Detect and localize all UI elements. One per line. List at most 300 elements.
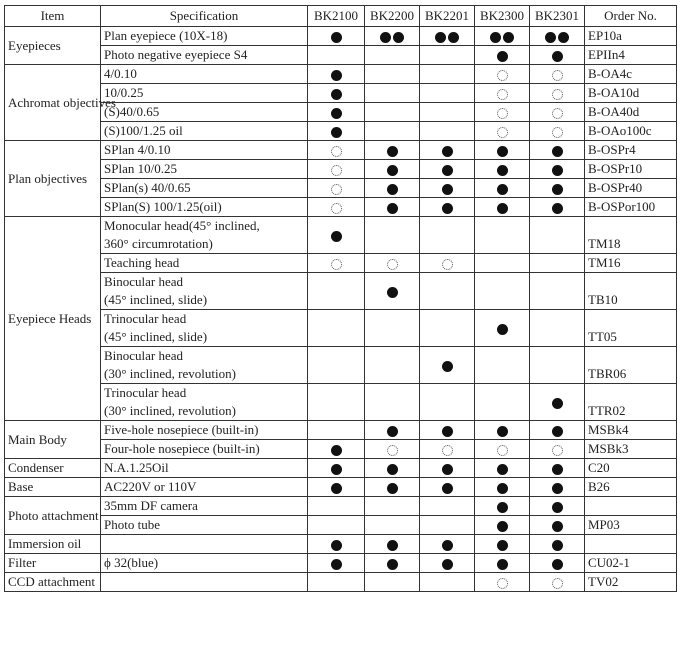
- specification-cell: [101, 478, 308, 497]
- open-circle-icon: [497, 445, 508, 456]
- filled-circle-icon: [435, 32, 446, 43]
- item-cell: Plan objectives: [5, 141, 101, 217]
- table-row: [5, 254, 677, 273]
- availability-cell: [420, 478, 475, 497]
- availability-cell: [475, 84, 530, 103]
- table-row: [5, 535, 677, 554]
- column-header: Specification: [101, 6, 308, 27]
- specification-cell: [101, 46, 308, 65]
- filled-circle-icon: [331, 540, 342, 551]
- availability-cell: [420, 46, 475, 65]
- specification-text: (30° inclined, revolution): [104, 366, 236, 381]
- open-circle-icon: [552, 445, 563, 456]
- availability-cell: [530, 179, 585, 198]
- specification-text: 35mm DF camera: [104, 498, 198, 513]
- specification-text: Monocular head(45° inclined,: [104, 218, 260, 233]
- availability-cell: [475, 384, 530, 421]
- item-cell: Base: [5, 478, 101, 497]
- open-circle-icon: [442, 445, 453, 456]
- availability-cell: [475, 198, 530, 217]
- open-circle-icon: [331, 146, 342, 157]
- specification-cell: [101, 65, 308, 84]
- availability-cell: [365, 384, 420, 421]
- filled-circle-icon: [558, 32, 569, 43]
- availability-cell: [420, 103, 475, 122]
- availability-cell: [530, 347, 585, 384]
- specification-cell: [101, 497, 308, 516]
- availability-cell: [530, 198, 585, 217]
- availability-cell: [530, 459, 585, 478]
- availability-cell: [308, 478, 365, 497]
- table-row: [5, 141, 677, 160]
- availability-cell: [420, 217, 475, 254]
- availability-cell: [420, 310, 475, 347]
- order-number-cell: CU02-1: [585, 554, 677, 573]
- specification-cell: [101, 310, 308, 347]
- filled-circle-icon: [331, 108, 342, 119]
- order-number-cell: B-OAo100c: [585, 122, 677, 141]
- availability-cell: [475, 217, 530, 254]
- open-circle-icon: [331, 165, 342, 176]
- item-cell: CCD attachment: [5, 573, 101, 592]
- filled-circle-icon: [497, 426, 508, 437]
- specification-text: 360° circumrotation): [104, 236, 213, 251]
- availability-cell: [530, 103, 585, 122]
- specification-text: SPlan(s) 40/0.65: [104, 180, 191, 195]
- order-number-cell: MSBk4: [585, 421, 677, 440]
- filled-circle-icon: [387, 203, 398, 214]
- filled-circle-icon: [331, 464, 342, 475]
- availability-cell: [475, 535, 530, 554]
- availability-cell: [365, 198, 420, 217]
- availability-cell: [420, 122, 475, 141]
- availability-cell: [308, 103, 365, 122]
- column-header: BK2201: [420, 6, 475, 27]
- availability-cell: [475, 478, 530, 497]
- specification-text: Four-hole nosepiece (built-in): [104, 441, 260, 456]
- availability-cell: [530, 554, 585, 573]
- availability-cell: [530, 535, 585, 554]
- table-row: [5, 103, 677, 122]
- availability-cell: [530, 421, 585, 440]
- availability-cell: [475, 310, 530, 347]
- specification-cell: [101, 535, 308, 554]
- availability-cell: [475, 160, 530, 179]
- header-row: [5, 6, 677, 27]
- item-cell: Eyepieces: [5, 27, 101, 65]
- filled-circle-icon: [393, 32, 404, 43]
- availability-cell: [420, 535, 475, 554]
- availability-cell: [365, 554, 420, 573]
- specification-cell: [101, 440, 308, 459]
- filled-circle-icon: [442, 165, 453, 176]
- filled-circle-icon: [331, 70, 342, 81]
- filled-circle-icon: [490, 32, 501, 43]
- availability-cell: [530, 254, 585, 273]
- availability-cell: [475, 46, 530, 65]
- item-cell: Achromat objectives: [5, 65, 101, 141]
- availability-cell: [420, 198, 475, 217]
- availability-cell: [365, 103, 420, 122]
- specification-text: N.A.1.25Oil: [104, 460, 169, 475]
- availability-cell: [475, 65, 530, 84]
- table-row: [5, 516, 677, 535]
- filled-circle-icon: [552, 203, 563, 214]
- table-row: [5, 440, 677, 459]
- specification-text: (45° inclined, slide): [104, 329, 208, 344]
- availability-cell: [365, 535, 420, 554]
- availability-cell: [308, 573, 365, 592]
- availability-cell: [530, 160, 585, 179]
- availability-cell: [475, 421, 530, 440]
- table-row: [5, 65, 677, 84]
- filled-circle-icon: [552, 483, 563, 494]
- filled-circle-icon: [552, 502, 563, 513]
- availability-cell: [365, 27, 420, 46]
- filled-circle-icon: [387, 483, 398, 494]
- filled-circle-icon: [497, 502, 508, 513]
- specification-text: 4/0.10: [104, 66, 137, 81]
- column-header: BK2301: [530, 6, 585, 27]
- table-row: [5, 84, 677, 103]
- item-cell: Filter: [5, 554, 101, 573]
- open-circle-icon: [497, 70, 508, 81]
- open-circle-icon: [442, 259, 453, 270]
- availability-cell: [420, 516, 475, 535]
- filled-circle-icon: [552, 146, 563, 157]
- availability-cell: [308, 421, 365, 440]
- specification-text: SPlan 4/0.10: [104, 142, 171, 157]
- specification-text: Binocular head: [104, 348, 184, 363]
- availability-cell: [475, 516, 530, 535]
- specification-text: Teaching head: [104, 255, 180, 270]
- filled-circle-icon: [497, 165, 508, 176]
- open-circle-icon: [331, 259, 342, 270]
- filled-circle-icon: [387, 426, 398, 437]
- specification-text: SPlan 10/0.25: [104, 161, 177, 176]
- availability-cell: [365, 478, 420, 497]
- filled-circle-icon: [497, 184, 508, 195]
- specification-cell: [101, 554, 308, 573]
- availability-cell: [308, 198, 365, 217]
- item-cell: Eyepiece Heads: [5, 217, 101, 421]
- order-number-cell: MSBk3: [585, 440, 677, 459]
- open-circle-icon: [387, 259, 398, 270]
- specification-text: Binocular head: [104, 274, 184, 289]
- table-row: [5, 554, 677, 573]
- availability-cell: [530, 573, 585, 592]
- availability-cell: [308, 27, 365, 46]
- availability-cell: [365, 459, 420, 478]
- order-number-cell: TB10: [585, 273, 677, 310]
- filled-circle-icon: [497, 324, 508, 335]
- filled-circle-icon: [331, 445, 342, 456]
- availability-cell: [308, 516, 365, 535]
- filled-circle-icon: [497, 146, 508, 157]
- specification-cell: [101, 103, 308, 122]
- item-cell: Condenser: [5, 459, 101, 478]
- availability-cell: [475, 573, 530, 592]
- availability-cell: [420, 84, 475, 103]
- specification-text: Trinocular head: [104, 385, 187, 400]
- filled-circle-icon: [503, 32, 514, 43]
- filled-circle-icon: [552, 165, 563, 176]
- filled-circle-icon: [331, 559, 342, 570]
- availability-cell: [308, 310, 365, 347]
- specification-table: [4, 5, 677, 592]
- availability-cell: [420, 384, 475, 421]
- filled-circle-icon: [552, 51, 563, 62]
- order-number-cell: EP10a: [585, 27, 677, 46]
- availability-cell: [530, 27, 585, 46]
- availability-cell: [475, 440, 530, 459]
- filled-circle-icon: [442, 540, 453, 551]
- specification-text: ϕ 32(blue): [104, 555, 159, 570]
- specification-text: Trinocular head: [104, 311, 187, 326]
- availability-cell: [530, 273, 585, 310]
- availability-cell: [420, 27, 475, 46]
- availability-cell: [530, 65, 585, 84]
- table-body: [5, 27, 677, 592]
- availability-cell: [420, 65, 475, 84]
- specification-cell: [101, 198, 308, 217]
- availability-cell: [475, 273, 530, 310]
- specification-cell: [101, 347, 308, 384]
- specification-cell: [101, 27, 308, 46]
- availability-cell: [365, 122, 420, 141]
- item-cell: Photo attachment: [5, 497, 101, 535]
- availability-cell: [308, 254, 365, 273]
- availability-cell: [365, 217, 420, 254]
- open-circle-icon: [552, 108, 563, 119]
- availability-cell: [308, 347, 365, 384]
- availability-cell: [308, 535, 365, 554]
- availability-cell: [365, 273, 420, 310]
- filled-circle-icon: [552, 398, 563, 409]
- filled-circle-icon: [442, 464, 453, 475]
- specification-cell: [101, 217, 308, 254]
- availability-cell: [530, 497, 585, 516]
- availability-cell: [308, 554, 365, 573]
- availability-cell: [365, 497, 420, 516]
- open-circle-icon: [497, 108, 508, 119]
- table-row: [5, 179, 677, 198]
- availability-cell: [308, 273, 365, 310]
- specification-cell: [101, 160, 308, 179]
- order-number-cell: B-OSPr10: [585, 160, 677, 179]
- filled-circle-icon: [497, 540, 508, 551]
- availability-cell: [420, 459, 475, 478]
- specification-text: Five-hole nosepiece (built-in): [104, 422, 259, 437]
- specification-text: Photo negative eyepiece S4: [104, 47, 248, 62]
- column-header: Order No.: [585, 6, 677, 27]
- filled-circle-icon: [387, 464, 398, 475]
- specification-cell: [101, 273, 308, 310]
- availability-cell: [475, 122, 530, 141]
- filled-circle-icon: [442, 483, 453, 494]
- availability-cell: [530, 46, 585, 65]
- filled-circle-icon: [497, 521, 508, 532]
- filled-circle-icon: [448, 32, 459, 43]
- specification-text: Photo tube: [104, 517, 160, 532]
- open-circle-icon: [552, 70, 563, 81]
- table-row: [5, 573, 677, 592]
- availability-cell: [475, 141, 530, 160]
- availability-cell: [365, 65, 420, 84]
- filled-circle-icon: [387, 287, 398, 298]
- availability-cell: [420, 573, 475, 592]
- table-row: [5, 122, 677, 141]
- table-row: [5, 478, 677, 497]
- availability-cell: [420, 497, 475, 516]
- availability-cell: [475, 103, 530, 122]
- availability-cell: [420, 554, 475, 573]
- item-cell: Immersion oil: [5, 535, 101, 554]
- order-number-cell: B-OA10d: [585, 84, 677, 103]
- order-number-cell: B-OA4c: [585, 65, 677, 84]
- item-cell: Main Body: [5, 421, 101, 459]
- availability-cell: [365, 421, 420, 440]
- availability-cell: [365, 84, 420, 103]
- availability-cell: [475, 179, 530, 198]
- filled-circle-icon: [497, 559, 508, 570]
- availability-cell: [475, 497, 530, 516]
- availability-cell: [308, 179, 365, 198]
- filled-circle-icon: [552, 184, 563, 195]
- filled-circle-icon: [442, 361, 453, 372]
- availability-cell: [308, 497, 365, 516]
- table-row: [5, 46, 677, 65]
- open-circle-icon: [497, 127, 508, 138]
- order-number-cell: TBR06: [585, 347, 677, 384]
- filled-circle-icon: [387, 559, 398, 570]
- specification-cell: [101, 516, 308, 535]
- table-row: [5, 421, 677, 440]
- specification-text: 10/0.25: [104, 85, 144, 100]
- specification-cell: [101, 384, 308, 421]
- filled-circle-icon: [552, 426, 563, 437]
- availability-cell: [365, 347, 420, 384]
- availability-cell: [475, 554, 530, 573]
- availability-cell: [530, 141, 585, 160]
- filled-circle-icon: [497, 483, 508, 494]
- filled-circle-icon: [497, 464, 508, 475]
- availability-cell: [420, 273, 475, 310]
- filled-circle-icon: [331, 483, 342, 494]
- open-circle-icon: [552, 578, 563, 589]
- table-row: [5, 160, 677, 179]
- order-number-cell: C20: [585, 459, 677, 478]
- specification-text: (45° inclined, slide): [104, 292, 208, 307]
- specification-cell: [101, 459, 308, 478]
- table-row: [5, 497, 677, 516]
- availability-cell: [308, 440, 365, 459]
- column-header: BK2300: [475, 6, 530, 27]
- table-row: [5, 217, 677, 254]
- availability-cell: [308, 160, 365, 179]
- order-number-cell: MP03: [585, 516, 677, 535]
- order-number-cell: TM16: [585, 254, 677, 273]
- filled-circle-icon: [387, 540, 398, 551]
- availability-cell: [420, 347, 475, 384]
- filled-circle-icon: [331, 127, 342, 138]
- availability-cell: [530, 217, 585, 254]
- specification-cell: [101, 84, 308, 103]
- availability-cell: [308, 217, 365, 254]
- availability-cell: [365, 179, 420, 198]
- filled-circle-icon: [442, 426, 453, 437]
- order-number-cell: B-OA40d: [585, 103, 677, 122]
- spec-sheet: [4, 5, 677, 592]
- filled-circle-icon: [331, 89, 342, 100]
- availability-cell: [530, 384, 585, 421]
- availability-cell: [365, 310, 420, 347]
- filled-circle-icon: [387, 165, 398, 176]
- order-number-cell: TTR02: [585, 384, 677, 421]
- specification-text: AC220V or 110V: [104, 479, 197, 494]
- availability-cell: [475, 254, 530, 273]
- column-header: BK2200: [365, 6, 420, 27]
- availability-cell: [420, 254, 475, 273]
- filled-circle-icon: [380, 32, 391, 43]
- availability-cell: [365, 516, 420, 535]
- availability-cell: [475, 347, 530, 384]
- availability-cell: [530, 84, 585, 103]
- filled-circle-icon: [387, 184, 398, 195]
- order-number-cell: [585, 535, 677, 554]
- specification-cell: [101, 421, 308, 440]
- open-circle-icon: [331, 203, 342, 214]
- availability-cell: [308, 122, 365, 141]
- table-row: [5, 384, 677, 421]
- availability-cell: [308, 459, 365, 478]
- availability-cell: [308, 46, 365, 65]
- filled-circle-icon: [552, 540, 563, 551]
- order-number-cell: B-OSPr40: [585, 179, 677, 198]
- order-number-cell: B-OSPr4: [585, 141, 677, 160]
- availability-cell: [530, 516, 585, 535]
- availability-cell: [308, 84, 365, 103]
- filled-circle-icon: [552, 521, 563, 532]
- filled-circle-icon: [545, 32, 556, 43]
- availability-cell: [530, 122, 585, 141]
- table-row: [5, 459, 677, 478]
- table-row: [5, 310, 677, 347]
- availability-cell: [420, 440, 475, 459]
- order-number-cell: B-OSPor100: [585, 198, 677, 217]
- availability-cell: [420, 179, 475, 198]
- open-circle-icon: [331, 184, 342, 195]
- availability-cell: [420, 141, 475, 160]
- table-row: [5, 347, 677, 384]
- filled-circle-icon: [387, 146, 398, 157]
- table-row: [5, 273, 677, 310]
- specification-text: SPlan(S) 100/1.25(oil): [104, 199, 222, 214]
- open-circle-icon: [552, 127, 563, 138]
- column-header: Item: [5, 6, 101, 27]
- specification-cell: [101, 573, 308, 592]
- availability-cell: [308, 65, 365, 84]
- availability-cell: [530, 310, 585, 347]
- open-circle-icon: [497, 89, 508, 100]
- availability-cell: [365, 254, 420, 273]
- availability-cell: [308, 141, 365, 160]
- specification-text: (S)40/0.65: [104, 104, 160, 119]
- filled-circle-icon: [331, 231, 342, 242]
- availability-cell: [475, 27, 530, 46]
- order-number-cell: TT05: [585, 310, 677, 347]
- table-row: [5, 27, 677, 46]
